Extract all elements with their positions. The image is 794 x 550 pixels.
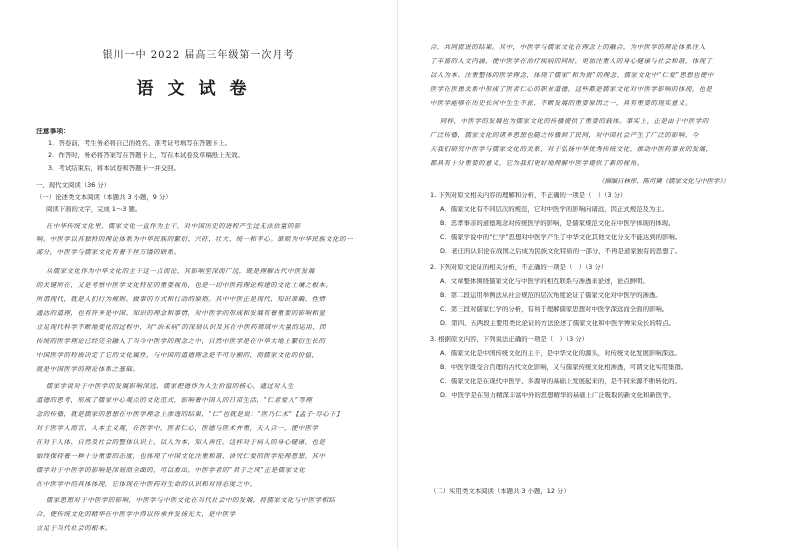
passage-line: 对于医学人而言，人本主义观，在医学中，医者仁心，医德与医术并重，天人合一，使中医学 <box>36 425 319 432</box>
passage-line: 部分，中医学与儒家文化有着千丝万缕的联系。 <box>36 249 181 256</box>
passage-line: 以人为本、注重整体的医学理念，体现了儒家“和为贵”的理念，儒家文化中“仁爱”思想也使中 <box>430 72 714 79</box>
passage-line: 念的传播，就是儒家的思想在中医学理念上渗透的结果，“仁”也就是说：“医乃仁术”【孟子·尽心下】 <box>36 411 344 418</box>
question-option: B．第二段运用举例法从社会规范的层次角度论证了儒家文化对中医学的渗透。 <box>440 292 662 299</box>
question-stem: 2. 下列对原文论证的相关分析，不正确的一项是（ ）（3 分） <box>430 264 608 271</box>
subsection-heading: （一）论述类文本阅读（本题共 3 小题，9 分） <box>36 194 172 201</box>
passage-line: 响。中医学以其独特的理论体系为中华民族的繁衍、兴旺、壮大、统一和平心。谁则为中华民族文化的一 <box>36 236 353 243</box>
subsection-heading: （二）实用类文本阅读（本题共 3 小题，12 分） <box>430 488 570 495</box>
right-page <box>397 0 794 550</box>
question-option: B．忠孝事亲的道德观念对传统医学的影响，是儒家规范文化在中医学体现的体现。 <box>440 220 675 227</box>
section-heading: 一、现代文阅读（36 分） <box>36 182 111 189</box>
passage-line: 就是中国医学的理论体系之基础。 <box>36 366 140 373</box>
passage-line: 道德的思考，形成了儒家中心观点的文化范式，影响着中国人的日常生活，“仁者爱人”等理 <box>36 397 313 404</box>
passage-line: 在对于人体、自然及社会的整体认识上，以人为本，知人善任，这样对于病人的身心健康，也是 <box>36 439 326 446</box>
passage-line: 所谓现代，就是人们行为规则、做事的方式和行动的原则。其中中医正是现代、知识准确、性情 <box>36 296 326 303</box>
passage-line: 始终保持着一种十分重要的态度，也体现了中国文化注重和谐、讲究仁爱的医学伦理思想，其中 <box>36 453 326 460</box>
question-option: C．儒家文化是在现代中医学、多源导的基础上发展起来的，是不同来源不断转化的。 <box>440 378 681 385</box>
passage-line: 同样，中医学的发展也为儒家文化的传播提供了重要的载体。事实上，正是由于中医学的 <box>440 118 709 125</box>
question-option: C．儒家学说中的“仁学”思想对中医学产生了中华文化其他文化分支不能达到的影响。 <box>440 234 682 241</box>
passage-line: 广泛传播，儒家文化的诸多思想也随之传播到了民间，对中国社会产生了广泛的影响，今 <box>430 132 699 139</box>
passage-line: 中国医学的特质决定了它的文化属性，与中国的道德理念是不可分割的，而儒家文化的价值， <box>36 352 319 359</box>
passage-line: 儒学对于中医学的影响是深刻而全面的，可以看出，中医学者的“君子之风”正是儒家文化 <box>36 467 306 474</box>
question-stem: 3. 根据原文内容，下列说法正确的一项是（ ）（3 分） <box>430 336 589 343</box>
question-stem: 1. 下列对原文相关内容的理解和分析，不正确的一项是（ ）（3 分） <box>430 192 627 199</box>
notice-item: 1．答卷前，考生务必将自己的姓名、准考证号填写在答题卡上。 <box>48 140 232 147</box>
question-option: D．第四、五两段主要用类比论证的方法论述了儒家文化和中医学博采众长的特点。 <box>440 320 675 327</box>
exam-title: 语文试卷 <box>136 79 261 99</box>
question-option: A．儒家文化是中国传统文化的主干，是中华文化的源头，对传统文化发展影响深远。 <box>440 350 681 357</box>
passage-line: 立足于当代社会的根本。 <box>36 525 112 532</box>
question-option: C．第三段对儒家仁学的分析，有利于理解儒家思想对中医学深远而全面的影响。 <box>440 306 669 313</box>
passage-line: 通达的道理，也有许多是中国、知识的理念和事情，对中医学的形成和发展有着重要的影响和显 <box>36 310 326 317</box>
reading-instruction: 阅读下面的文字，完成 1～3 题。 <box>46 206 142 213</box>
passage-line: 合，使传统文化的精华在中医学中得以传承并发扬光大，是中医学 <box>36 511 236 518</box>
passage-line: 了丰富的人文内涵，使中医学在治疗疾病的同时，更加注重人的身心健康与社会和谐，体现了 <box>430 58 713 65</box>
passage-line: 合，共同促进的结果。其中，中医学与儒家文化在理念上的融合，为中医学的理论体系注入 <box>430 44 706 51</box>
passage-line: 在中华传统文化里，儒家文化一直作为主干，对中国历史的进程产生过无法估量的影 <box>46 223 301 230</box>
notice-title: 注意事项： <box>36 128 70 135</box>
notice-item: 3．考试结束后，将本试卷和答题卡一并交回。 <box>48 165 180 172</box>
notice-item: 2．作答时，务必将答案写在答题卡上，写在本试卷及草稿纸上无效。 <box>48 152 244 159</box>
passage-line: 天我们研究中医学与儒家文化的关系，对于弘扬中华优秀传统文化，推动中医药事业的发展， <box>430 146 713 153</box>
exam-header: 银川一中 2022 届高三年级第一次月考 <box>102 50 295 61</box>
question-option: A．文章整体围绕儒家文化与中医学的相互联系与渗透来论述，论点鲜明。 <box>440 278 649 285</box>
passage-line: 立足现代科学不断地变化的过程中，对“治未病”的深刻认识及其在中医药领域中大量的运用，因 <box>36 324 327 331</box>
passage-line: 儒家思想对于中医学的影响，中医学与中医文化在当代社会中的发展，将儒家文化与中医学相结 <box>46 497 336 504</box>
question-option: A．儒家文化有不同层次的规范，它对中医学的影响向诸远，因正式规范及为主。 <box>440 206 669 213</box>
passage-source: （摘编自林彤、陈可冀《儒家文化与中医学》） <box>598 178 730 185</box>
passage-line: 的关键所在，又是考察中医学文化特征的重要视角，也是一切中医药理论构建的文化土壤之根本。 <box>36 282 333 289</box>
passage-line: 中医学能够在历史长河中生生不息、不断发展的重要原因之一，具有重要的现实意义。 <box>430 100 692 107</box>
question-option: D．老庄的认识论在战国之后成为民族文化特质的一部分，不再是道家独有的思想了。 <box>440 248 682 255</box>
passage-line: 医学在医患关系中形成了医者仁心的职业道德，这些都是儒家文化对中医学影响的体现，也是 <box>430 86 713 93</box>
question-option: D．中医学是在努力精深丰富中外的思想精华的基础上广泛吸取的新文化和新医学。 <box>440 392 675 399</box>
passage-line: 从儒家文化作为中华文化的主干这一点而论，其影响至深而广远，既是理解古代中医发展 <box>46 268 315 275</box>
question-option: B．中医学既受合百理的古代文化影响，又与儒家传统文化相渗透，可谓文化实用集群。 <box>440 364 688 371</box>
passage-line: 儒家学说对于中医学的发展影响深远，儒家把德作为人生价值的核心，通过对人生 <box>46 383 295 390</box>
passage-line: 在中医学中的具体体现，它体现在中医药对生命的认识和对待态度之中。 <box>36 481 257 488</box>
passage-line: 都具有十分重要的意义，它为我们更好地理解中医学提供了新的视角。 <box>430 160 644 167</box>
passage-line: 传统的医学理论已经完全融入了当今中医学的理念之中，自然中医学是在中华大地上繁衍生长的 <box>36 338 326 345</box>
